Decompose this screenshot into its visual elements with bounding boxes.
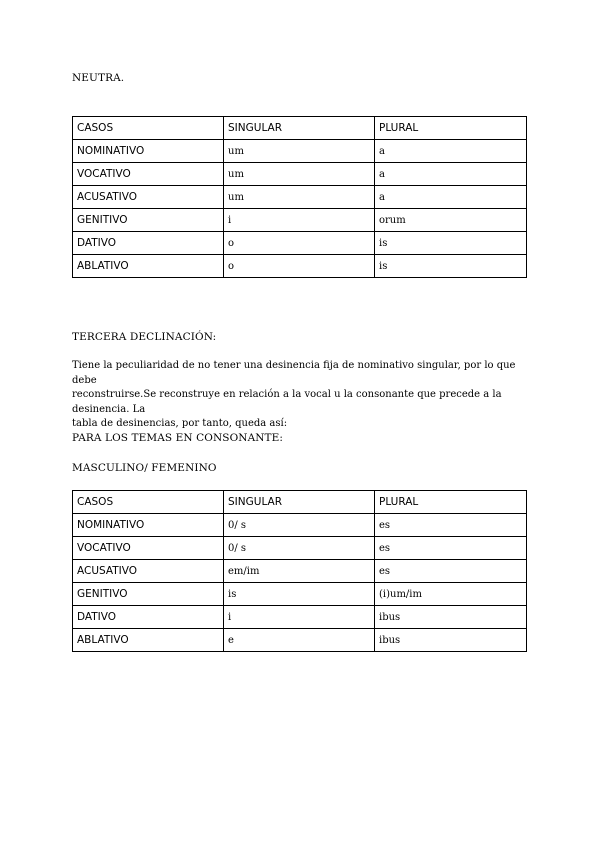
section-heading-neutra: NEUTRA. (72, 72, 125, 84)
plural-cell: (i)um/im (375, 583, 527, 606)
case-cell: DATIVO (73, 232, 224, 255)
table-row (73, 514, 527, 537)
plural-cell: a (375, 163, 527, 186)
case-cell: VOCATIVO (73, 537, 224, 560)
table-row (73, 186, 527, 209)
table-header-cell: CASOS (73, 117, 224, 140)
table-header-cell: PLURAL (375, 117, 527, 140)
table-header-cell: SINGULAR (224, 491, 375, 514)
singular-cell: i (224, 606, 375, 629)
table-header-row (73, 117, 527, 140)
subheading-temas-consonante: PARA LOS TEMAS EN CONSONANTE: (72, 432, 284, 444)
plural-cell: orum (375, 209, 527, 232)
plural-cell: es (375, 537, 527, 560)
singular-cell: e (224, 629, 375, 652)
singular-cell: 0/ s (224, 537, 375, 560)
plural-cell: ibus (375, 629, 527, 652)
declension-table-tercera (72, 490, 527, 652)
case-cell: ABLATIVO (73, 629, 224, 652)
table-row (73, 606, 527, 629)
case-cell: ACUSATIVO (73, 186, 224, 209)
singular-cell: um (224, 163, 375, 186)
singular-cell: o (224, 232, 375, 255)
case-cell: ABLATIVO (73, 255, 224, 278)
table-header-row (73, 491, 527, 514)
gender-heading: MASCULINO/ FEMENINO (72, 462, 217, 474)
paragraph-line: Tiene la peculiaridad de no tener una desinencia fija de nominativo singular, por lo que debe (72, 360, 516, 386)
table-row (73, 583, 527, 606)
paragraph-line: reconstruirse.Se reconstruye en relación a la vocal u la consonante que precede a la desinencia. La (72, 389, 502, 415)
plural-cell: ibus (375, 606, 527, 629)
section-heading-tercera-declinacion: TERCERA DECLINACIÓN: (72, 331, 217, 343)
table-header-cell: CASOS (73, 491, 224, 514)
paragraph-line: tabla de desinencias, por tanto, queda así: (72, 418, 288, 429)
case-cell: NOMINATIVO (73, 514, 224, 537)
table-header-cell: SINGULAR (224, 117, 375, 140)
case-cell: ACUSATIVO (73, 560, 224, 583)
plural-cell: es (375, 514, 527, 537)
plural-cell: es (375, 560, 527, 583)
paragraph-tercera-declinacion (72, 359, 532, 432)
singular-cell: is (224, 583, 375, 606)
singular-cell: i (224, 209, 375, 232)
singular-cell: em/im (224, 560, 375, 583)
table-row (73, 209, 527, 232)
table-header-cell: PLURAL (375, 491, 527, 514)
table-row (73, 232, 527, 255)
declension-table-neutra (72, 116, 527, 278)
case-cell: GENITIVO (73, 583, 224, 606)
table-row (73, 537, 527, 560)
table-row (73, 255, 527, 278)
table-row (73, 629, 527, 652)
singular-cell: o (224, 255, 375, 278)
plural-cell: is (375, 232, 527, 255)
table-row (73, 560, 527, 583)
singular-cell: um (224, 140, 375, 163)
case-cell: DATIVO (73, 606, 224, 629)
case-cell: NOMINATIVO (73, 140, 224, 163)
plural-cell: a (375, 186, 527, 209)
case-cell: GENITIVO (73, 209, 224, 232)
singular-cell: 0/ s (224, 514, 375, 537)
table-row (73, 163, 527, 186)
case-cell: VOCATIVO (73, 163, 224, 186)
plural-cell: is (375, 255, 527, 278)
plural-cell: a (375, 140, 527, 163)
table-row (73, 140, 527, 163)
singular-cell: um (224, 186, 375, 209)
